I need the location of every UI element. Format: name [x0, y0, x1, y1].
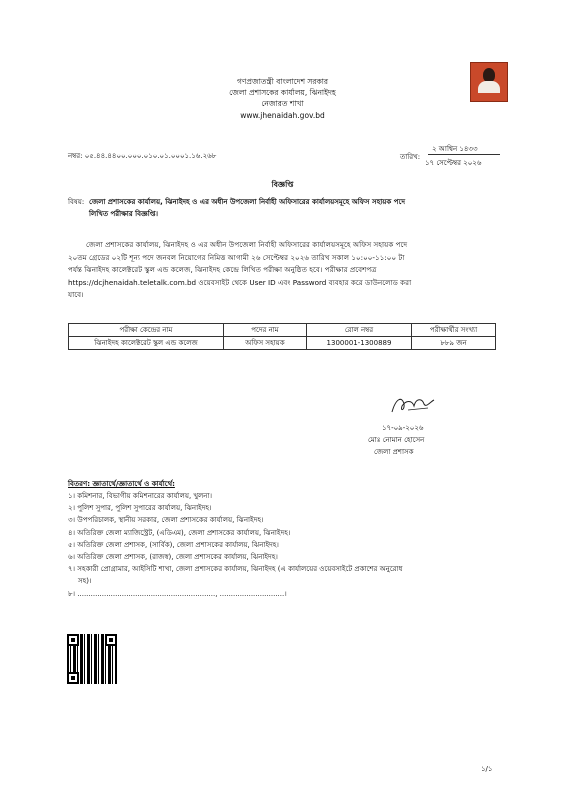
- table-header-row: [69, 324, 496, 337]
- cell-roll: 1300001-1300889: [307, 337, 412, 350]
- table-row: [69, 337, 496, 350]
- section-name: নেজারত শাখা: [261, 99, 304, 108]
- header-roll: রোল নম্বর: [307, 324, 412, 337]
- header-center: পরীক্ষা কেন্দ্রের নাম: [69, 324, 224, 337]
- qr-code-icon: [67, 634, 117, 684]
- list-item: ৩। উপপরিচালক, স্থানীয় সরকার, জেলা প্রশাসকের কার্যালয়, ঝিনাইদহ।: [68, 516, 264, 525]
- office-name: জেলা প্রশাসকের কার্যালয়, ঝিনাইদহ: [229, 88, 336, 97]
- signature-date: ১৭-০৯-২০২৬: [382, 424, 424, 432]
- subject-line-2: লিখিত পরীক্ষার বিজ্ঞপ্তি।: [89, 210, 158, 218]
- page-number: ১/১: [481, 765, 493, 773]
- exam-table: [68, 323, 496, 350]
- header-count: পরীক্ষার্থীর সংখ্যা: [412, 324, 496, 337]
- list-item: ৪। অতিরিক্ত জেলা ম্যাজিস্ট্রেট, (এডিএম), জেলা প্রশাসকের কার্যালয়, ঝিনাইদহ।: [68, 528, 291, 537]
- list-item: ২। পুলিশ সুপার, পুলিশ সুপারের কার্যালয়, ঝিনাইদহ।: [68, 504, 212, 513]
- date-label: তারিখ:: [400, 153, 421, 161]
- date-bangla: ২ আশ্বিন ১৪৩৩: [432, 145, 478, 153]
- signatory-designation: জেলা প্রশাসক: [374, 448, 414, 456]
- list-item: ১। কমিশনার, বিভাগীয় কমিশনারের কার্যালয়, খুলনা।: [68, 492, 212, 500]
- list-item: ৬। অতিরিক্ত জেলা প্রশাসক, (রাজস্ব), জেলা প্রশাসকের কার্যালয়, ঝিনাইদহ।: [68, 553, 278, 562]
- signatory-name: মোঃ নোমান হোসেন: [368, 436, 425, 444]
- date-english: ১৭ সেপ্টেম্বর ২০২৬: [425, 159, 482, 167]
- date-divider: [428, 154, 500, 155]
- body-line: যাবে।: [68, 290, 84, 299]
- list-item: ৫। অতিরিক্ত জেলা প্রশাসক, (সার্বিক), জেলা প্রশাসকের কার্যালয়, ঝিনাইদহ।: [68, 540, 279, 549]
- cell-post: অফিস সহায়ক: [224, 337, 307, 350]
- website-link[interactable]: www.jhenaidah.gov.bd: [240, 111, 325, 120]
- list-item: সহ)।: [78, 577, 92, 586]
- body-line: পর্যন্ত ঝিনাইদহ কালেক্টরেট স্কুল এন্ড কলেজ, ঝিনাইদহ কেন্দ্রে লিখিত পরীক্ষা অনুষ্ঠিত হবে। পরীক্ষার প্রবেশপত্র: [68, 265, 377, 274]
- body-line: জেলা প্রশাসকের কার্যালয়, ঝিনাইদহ ও এর অধীন উপজেলা নির্বাহী অফিসারের কার্যালয়সমূহে অফিস সহায়ক পদে: [86, 240, 408, 249]
- list-item: ৮। .............................................................., .............................।: [68, 589, 287, 598]
- distribution-title: বিতরণ: জ্ঞাতার্থে/জ্ঞাতার্থে ও কার্যার্থে:: [68, 480, 175, 488]
- header-post: পদের নাম: [224, 324, 307, 337]
- body-line: ২০তম গ্রেডের ০২টি শূন্য পদে জনবল নিয়োগের নিমিত্ত আগামী ২৬ সেপ্টেম্বর ২০২৬ তারিখ সকাল ১০:০০-১১:০০ টা: [68, 252, 405, 262]
- notice-title: বিজ্ঞপ্তি: [271, 180, 294, 189]
- body-line: https://dcjhenaidah.teletalk.com.bd ওয়েবসাইট থেকে User ID এবং Password ব্যবহার করে ডাউনলোড করা: [68, 277, 412, 287]
- list-item: ৭। সহকারী প্রোগ্রামার, আইসিটি শাখা, জেলা প্রশাসকের কার্যালয়, ঝিনাইদহ (এ কার্যালয়ের ওয়েবসাইটে প্রকাশের অনুরোধ: [68, 565, 403, 574]
- cell-center: ঝিনাইদহ কালেক্টরেট স্কুল এন্ড কলেজ: [69, 337, 224, 350]
- subject-label: বিষয়:: [68, 198, 85, 206]
- memo-number: নম্বর: ০৫.৪৪.৪৪০০.০০০.০১০.০১.০০০১.১৬.২৬৮: [68, 152, 217, 160]
- signature-mark-icon: [388, 392, 440, 418]
- portrait-logo-icon: [470, 62, 508, 102]
- body-paragraph: [68, 239, 496, 302]
- cell-count: ৮৮৯ জন: [412, 337, 496, 350]
- subject-line-1: জেলা প্রশাসকের কার্যালয়, ঝিনাইদহ ও এর অধীন উপজেলা নির্বাহী অফিসারের কার্যালয়সমূহে অফিস সহায়ক পদে: [89, 198, 405, 206]
- govt-name: গণপ্রজাতন্ত্রী বাংলাদেশ সরকার: [236, 77, 329, 86]
- distribution-list: [68, 490, 508, 600]
